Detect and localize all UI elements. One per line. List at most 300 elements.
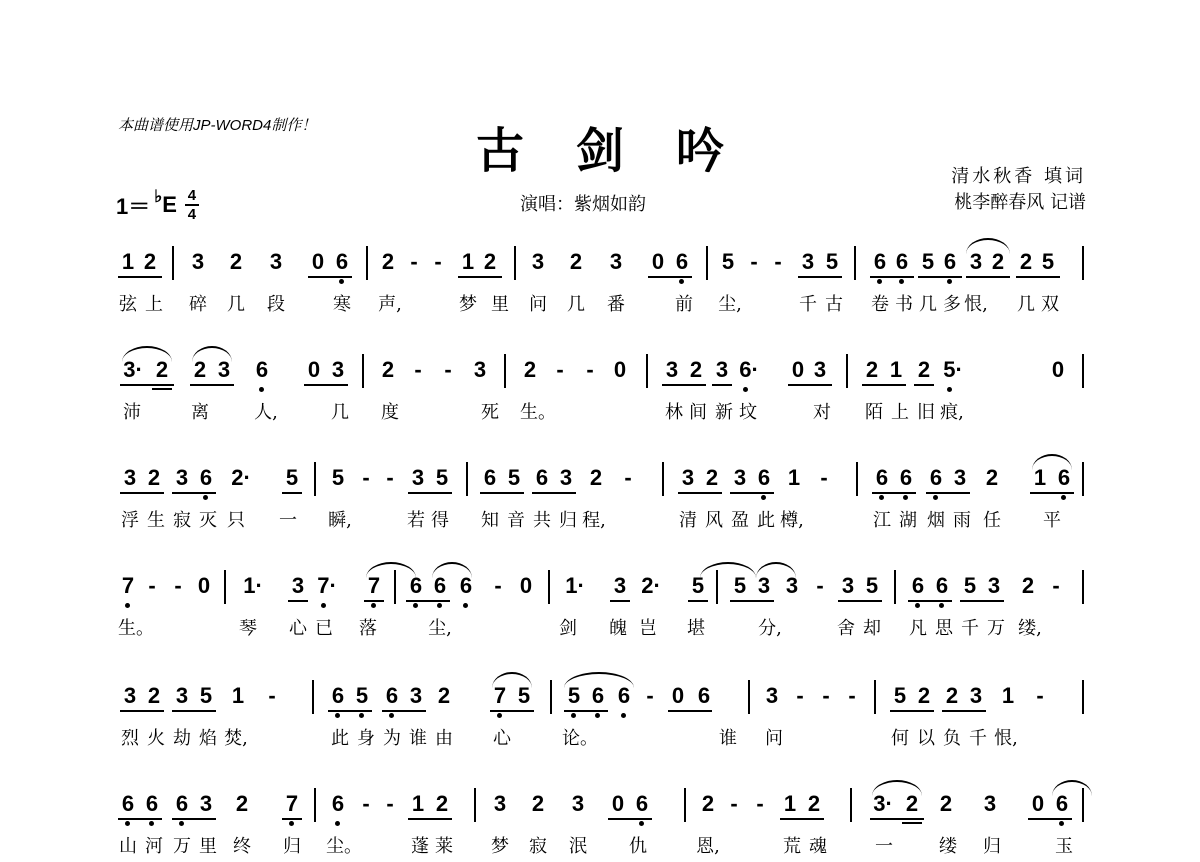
barline xyxy=(894,570,896,604)
note: 2 xyxy=(435,791,449,816)
lyric: 几 xyxy=(331,402,349,423)
lyric: 蓬 xyxy=(411,836,429,857)
barline xyxy=(514,246,516,280)
note: 6 xyxy=(612,684,636,708)
lyric: 生。 xyxy=(118,618,154,639)
barline xyxy=(1082,570,1084,604)
note: 0 xyxy=(519,573,533,598)
software-credit: 本曲谱使用JP-WORD4制作！ xyxy=(118,117,317,134)
note: 6 xyxy=(630,792,654,816)
lyric: 音 xyxy=(507,510,525,531)
note: - xyxy=(444,357,452,382)
slur xyxy=(872,780,922,796)
staff-system-4 xyxy=(116,568,1090,644)
lyric: 双 xyxy=(1041,294,1059,315)
note: 1 xyxy=(231,683,245,708)
staff-system-1 xyxy=(116,244,1090,320)
note: - xyxy=(268,683,276,708)
lyric: 雨 xyxy=(953,510,971,531)
note: 7 xyxy=(488,684,512,708)
lyric: 仇 xyxy=(629,836,647,857)
lyric: 上 xyxy=(145,294,163,315)
lyric: 火 xyxy=(147,728,165,749)
note: 5 xyxy=(285,465,299,490)
note: 5 xyxy=(350,684,374,708)
lyric: 旧 xyxy=(917,402,935,423)
lyric: 新 xyxy=(715,402,733,423)
note: 1 xyxy=(787,465,801,490)
note: - xyxy=(848,683,856,708)
lyric: 清 xyxy=(679,510,697,531)
note: 5 xyxy=(517,683,531,708)
note: 6 xyxy=(404,574,428,598)
lyric: 堪 xyxy=(687,618,705,639)
note: 6 xyxy=(330,250,354,274)
note: 6 xyxy=(924,466,948,490)
note: 6 xyxy=(752,466,776,490)
barline xyxy=(1082,246,1084,280)
lyric: 瞬, xyxy=(328,510,352,531)
barline xyxy=(748,680,750,714)
note: 3 xyxy=(765,683,779,708)
note: 6 xyxy=(380,684,404,708)
lyric: 灭 xyxy=(199,510,217,531)
lyric: 盈 xyxy=(731,510,749,531)
barline xyxy=(684,788,686,822)
lyric: 梦 xyxy=(459,294,477,315)
note: 3 xyxy=(969,683,983,708)
lyric: 由 xyxy=(435,728,453,749)
lyric: 魄 xyxy=(609,618,627,639)
lyric: 玉 xyxy=(1055,836,1073,857)
lyrics-row xyxy=(116,506,1090,536)
note: 5 xyxy=(825,249,839,274)
lyric: 上 xyxy=(891,402,909,423)
note: 2 xyxy=(985,465,999,490)
note: 2 xyxy=(917,683,931,708)
note: 1 xyxy=(461,249,475,274)
lyric: 谁 xyxy=(409,728,427,749)
lyric: 番 xyxy=(607,294,625,315)
note: 6 xyxy=(326,684,350,708)
barline xyxy=(312,680,314,714)
note: 3 xyxy=(841,573,855,598)
note: 3 xyxy=(411,465,425,490)
lyric: 平 xyxy=(1043,510,1061,531)
lyric: 寒 xyxy=(333,294,351,315)
note: 2 xyxy=(705,465,719,490)
staff-system-3 xyxy=(116,460,1090,536)
lyric: 一 xyxy=(279,510,297,531)
note: - xyxy=(1036,683,1044,708)
lyric: 谁 xyxy=(719,728,737,749)
note: 3 xyxy=(613,573,627,598)
note: 3 xyxy=(123,683,137,708)
lyrics-row xyxy=(116,290,1090,320)
note: 6 xyxy=(428,574,452,598)
note: 3 xyxy=(953,465,967,490)
note: 1· xyxy=(565,573,585,598)
lyric: 身 xyxy=(357,728,375,749)
lyric: 却 xyxy=(863,618,881,639)
lyric: 尘, xyxy=(428,618,452,639)
staff-system-5 xyxy=(116,678,1090,754)
note: 5 xyxy=(1041,249,1055,274)
lyric: 烈 xyxy=(121,728,139,749)
lyric: 心 xyxy=(289,618,307,639)
lyric: 段 xyxy=(267,294,285,315)
lyric: 此 xyxy=(757,510,775,531)
lyric: 生 xyxy=(147,510,165,531)
note: 2 xyxy=(701,791,715,816)
note: 3 xyxy=(681,465,695,490)
lyric: 浮 xyxy=(121,510,139,531)
slur xyxy=(1052,780,1092,796)
note: 0 xyxy=(197,573,211,598)
barline xyxy=(474,788,476,822)
slur xyxy=(192,346,232,362)
note: - xyxy=(556,357,564,382)
note: 3 xyxy=(331,357,345,382)
note: - xyxy=(174,573,182,598)
note: 6 xyxy=(170,792,194,816)
note: 3 xyxy=(987,573,1001,598)
note: 3 xyxy=(473,357,487,382)
lyric: 荒 xyxy=(783,836,801,857)
note: 6 xyxy=(535,465,549,490)
note: 6 xyxy=(868,250,892,274)
slur xyxy=(122,346,172,362)
note: 6 xyxy=(586,684,610,708)
note: 7 xyxy=(116,574,140,598)
lyric: 几 xyxy=(1017,294,1035,315)
note: 0 xyxy=(307,357,321,382)
note: 3 xyxy=(813,357,827,382)
note: 2 xyxy=(483,249,497,274)
note: 5 xyxy=(199,683,213,708)
note: 3 xyxy=(493,791,507,816)
lyric: 山 xyxy=(119,836,137,857)
lyric: 陌 xyxy=(865,402,883,423)
notes-row xyxy=(116,352,1090,392)
lyric: 已 xyxy=(315,618,333,639)
lyric: 梦 xyxy=(491,836,509,857)
lyric: 焰 xyxy=(199,728,217,749)
note: 1 xyxy=(1033,465,1047,490)
note: - xyxy=(816,573,824,598)
note: 2 xyxy=(991,249,1005,274)
notes-row xyxy=(116,678,1090,718)
lyric: 问 xyxy=(529,294,547,315)
note: 7 xyxy=(362,574,386,598)
lyric: 思 xyxy=(935,618,953,639)
note: 6 xyxy=(140,792,164,816)
lyric: 寂 xyxy=(529,836,547,857)
notes-row xyxy=(116,568,1090,608)
note: - xyxy=(774,249,782,274)
lyric: 樽, xyxy=(780,510,804,531)
note: 3 xyxy=(123,465,137,490)
note: 3 xyxy=(715,357,729,382)
note: 3 xyxy=(191,249,205,274)
lyric: 书 xyxy=(895,294,913,315)
lyric: 对 xyxy=(813,402,831,423)
flat-icon: ♭ xyxy=(154,187,163,206)
lyric: 泯 xyxy=(569,836,587,857)
note: 5 xyxy=(507,465,521,490)
lyric: 坟 xyxy=(739,402,757,423)
barline xyxy=(548,570,550,604)
barline xyxy=(394,570,396,604)
lyric: 为 xyxy=(383,728,401,749)
barline xyxy=(854,246,856,280)
note: 2 xyxy=(1019,249,1033,274)
note: 0 xyxy=(671,683,685,708)
lyric: 恨, xyxy=(994,728,1018,749)
note: 6 xyxy=(930,574,954,598)
note: 0 xyxy=(1031,791,1045,816)
key-signature xyxy=(116,188,199,222)
lyric: 江 xyxy=(873,510,891,531)
lyric: 死 xyxy=(481,402,499,423)
lyric: 共 xyxy=(533,510,551,531)
barline xyxy=(874,680,876,714)
lyric: 几 xyxy=(919,294,937,315)
lyric: 尘, xyxy=(718,294,742,315)
note: 2 xyxy=(155,357,169,382)
note: 2 xyxy=(235,791,249,816)
note: 5 xyxy=(331,465,345,490)
lyric: 焚, xyxy=(224,728,248,749)
barline xyxy=(856,462,858,496)
lyric: 归 xyxy=(983,836,1001,857)
note: - xyxy=(646,683,654,708)
note: 3 xyxy=(559,465,573,490)
note: 2 xyxy=(437,683,451,708)
note: - xyxy=(410,249,418,274)
lyric: 任 xyxy=(983,510,1001,531)
note: 3 xyxy=(801,249,815,274)
note: 2· xyxy=(231,465,251,490)
slur xyxy=(1032,454,1072,470)
barline xyxy=(362,354,364,388)
lyric: 论。 xyxy=(562,728,598,749)
lyric: 弦 xyxy=(119,294,137,315)
note: 3 xyxy=(969,249,983,274)
lyric: 得 xyxy=(431,510,449,531)
note: 2 xyxy=(381,249,395,274)
barline xyxy=(846,354,848,388)
lyric: 几 xyxy=(227,294,245,315)
note: 2 xyxy=(193,357,207,382)
note: - xyxy=(386,465,394,490)
note: 5 xyxy=(733,573,747,598)
note: 2 xyxy=(589,465,603,490)
lyric: 度 xyxy=(381,402,399,423)
note: - xyxy=(362,791,370,816)
note: 2 xyxy=(945,683,959,708)
note: 5 xyxy=(691,573,705,598)
lyric: 烟 xyxy=(927,510,945,531)
lyric: 尘。 xyxy=(326,836,362,857)
notes-row xyxy=(116,460,1090,500)
lyric: 声, xyxy=(378,294,402,315)
lyric: 魂 xyxy=(809,836,827,857)
lyric: 人, xyxy=(254,402,278,423)
note: 2 xyxy=(1021,573,1035,598)
lyric: 只 xyxy=(227,510,245,531)
note: 6 xyxy=(250,358,274,382)
notes-row xyxy=(116,786,1090,826)
lyric: 舍 xyxy=(837,618,855,639)
notes-row xyxy=(116,244,1090,284)
note: 3 xyxy=(217,357,231,382)
note: 5 xyxy=(921,249,935,274)
note: 5· xyxy=(938,358,968,382)
note: 3 xyxy=(665,357,679,382)
note: 6 xyxy=(483,465,497,490)
note: 6 xyxy=(670,250,694,274)
lyric: 知 xyxy=(481,510,499,531)
key-prefix: 1＝ xyxy=(116,193,151,219)
note: 1· xyxy=(243,573,263,598)
note: - xyxy=(494,573,502,598)
note: 6 xyxy=(194,466,218,490)
note: 2 xyxy=(147,465,161,490)
note: 3 xyxy=(291,573,305,598)
note: - xyxy=(796,683,804,708)
note: 2 xyxy=(143,249,157,274)
barline xyxy=(314,788,316,822)
note: - xyxy=(1052,573,1060,598)
note: - xyxy=(822,683,830,708)
note: 3 xyxy=(785,573,799,598)
note: 2 xyxy=(229,249,243,274)
note: 0 xyxy=(791,357,805,382)
note: - xyxy=(820,465,828,490)
lyric: 缕 xyxy=(939,836,957,857)
lyric: 里 xyxy=(491,294,509,315)
slur xyxy=(700,562,756,578)
slur xyxy=(966,238,1010,254)
note: 2 xyxy=(689,357,703,382)
note: 3 xyxy=(409,683,423,708)
lyric: 莱 xyxy=(435,836,453,857)
lyric: 归 xyxy=(283,836,301,857)
barline xyxy=(314,462,316,496)
barline xyxy=(366,246,368,280)
note: 1 xyxy=(121,249,135,274)
note: 1 xyxy=(783,791,797,816)
lyric: 间 xyxy=(689,402,707,423)
time-bottom: 4 xyxy=(187,206,197,223)
note: 2 xyxy=(905,791,919,816)
lyric: 此 xyxy=(331,728,349,749)
note: 5 xyxy=(721,249,735,274)
lyrics-row xyxy=(116,832,1090,862)
lyric: 碎 xyxy=(189,294,207,315)
note: 3 xyxy=(571,791,585,816)
staff-system-6 xyxy=(116,786,1090,862)
lyric: 万 xyxy=(987,618,1005,639)
note: 3 xyxy=(983,791,997,816)
lyric: 多 xyxy=(943,294,961,315)
note: 2 xyxy=(569,249,583,274)
note: 6 xyxy=(1052,466,1076,490)
lyric: 前 xyxy=(675,294,693,315)
note: - xyxy=(750,249,758,274)
key-letter: E xyxy=(162,192,177,217)
lyric: 若 xyxy=(407,510,425,531)
note: 1 xyxy=(411,791,425,816)
lyric: 程, xyxy=(582,510,606,531)
note: 2 xyxy=(807,791,821,816)
lyric: 凡 xyxy=(909,618,927,639)
lyric: 终 xyxy=(233,836,251,857)
lyric: 劫 xyxy=(173,728,191,749)
lyric: 一 xyxy=(875,836,893,857)
note: 3 xyxy=(175,465,189,490)
note: 6 xyxy=(454,574,478,598)
note: 0 xyxy=(1051,357,1065,382)
note: 3 xyxy=(609,249,623,274)
note: 5 xyxy=(963,573,977,598)
lyric: 分, xyxy=(758,618,782,639)
note: 0 xyxy=(613,357,627,382)
note: 6· xyxy=(734,358,764,382)
lyric: 剑 xyxy=(559,618,577,639)
note: 6 xyxy=(890,250,914,274)
note: 6 xyxy=(906,574,930,598)
lyric: 万 xyxy=(173,836,191,857)
lyric: 离 xyxy=(191,402,209,423)
lyric: 生。 xyxy=(520,402,556,423)
lyrics-row xyxy=(116,398,1090,428)
note: - xyxy=(414,357,422,382)
note: 6 xyxy=(1050,792,1074,816)
lyric: 琴 xyxy=(239,618,257,639)
note: 3 xyxy=(757,573,771,598)
barline xyxy=(550,680,552,714)
barline xyxy=(1082,680,1084,714)
note: - xyxy=(586,357,594,382)
lyric: 岂 xyxy=(639,618,657,639)
lyric: 问 xyxy=(765,728,783,749)
barline xyxy=(1082,788,1084,822)
lyric: 河 xyxy=(145,836,163,857)
note: 6 xyxy=(938,250,962,274)
note: 5 xyxy=(435,465,449,490)
lyric: 归 xyxy=(559,510,577,531)
note: 0 xyxy=(611,791,625,816)
lyric: 落 xyxy=(359,618,377,639)
note: 2 xyxy=(917,357,931,382)
note: 1 xyxy=(1001,683,1015,708)
song-title: 古剑吟 xyxy=(475,123,776,179)
note: 2 xyxy=(381,357,395,382)
note: 3 xyxy=(269,249,283,274)
lyric: 湖 xyxy=(899,510,917,531)
transcriber-credit: 桃李醉春风 记谱 xyxy=(954,192,1086,213)
time-top: 4 xyxy=(187,187,197,204)
lyric: 缕, xyxy=(1018,618,1042,639)
lyric: 寂 xyxy=(173,510,191,531)
lyric: 几 xyxy=(567,294,585,315)
note: 2 xyxy=(147,683,161,708)
lyricist-credit: 清水秋香 填词 xyxy=(951,166,1086,187)
note: - xyxy=(434,249,442,274)
barline xyxy=(172,246,174,280)
